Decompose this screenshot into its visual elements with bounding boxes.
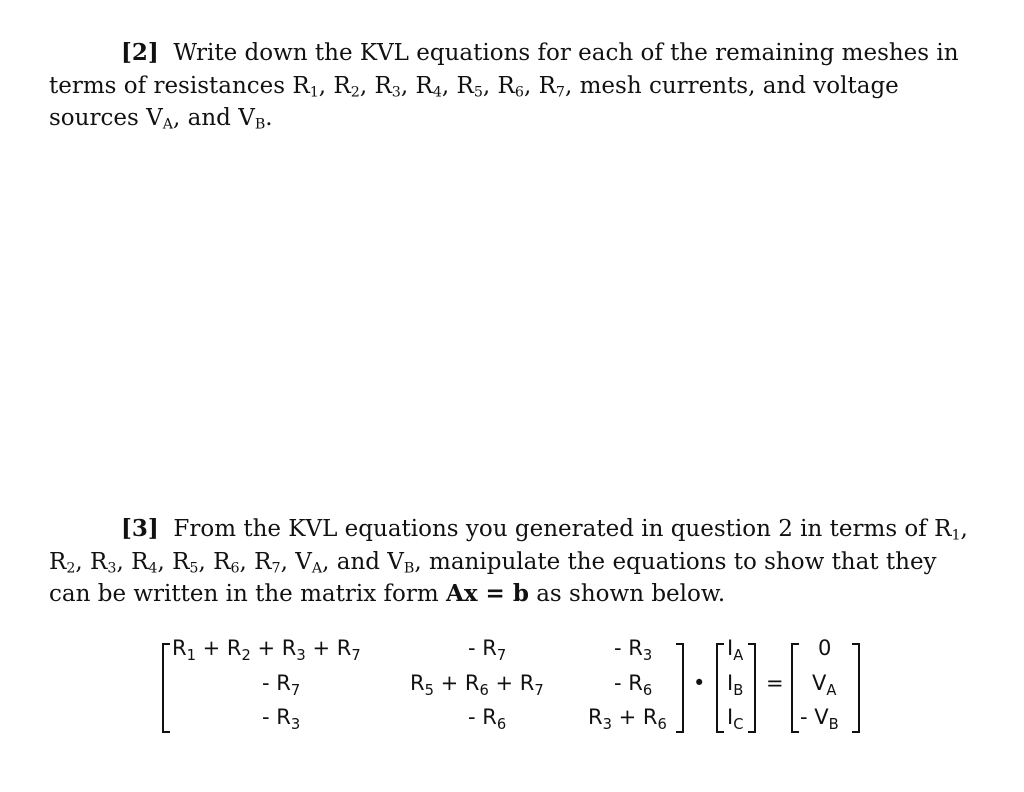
question-3: [3] From the KVL equations you generated in question 2 in terms of $R_1$, $R_2$, $R_3$, $R_4$, $R_5$, $R_6$, $R_7$, $V_A$, and $V_B$, manipulate the equations to show that they can be written in the matrix form Ax = b as shown below. [49, 515, 968, 607]
question-3-text-c: as shown below. [536, 581, 726, 607]
question-2-text-b: mesh currents, and voltage sources [49, 72, 899, 131]
source-vb: $V_B$ [238, 105, 266, 133]
matrix-a-cell: $R_1 + R_2 + R_3 + R_7$ [172, 636, 361, 665]
equals-sign: = [766, 671, 784, 695]
matrix-a-cell: - $R_7$ [262, 671, 301, 700]
matrix-a-right-bracket [676, 643, 684, 733]
matrix-form: Ax = b [445, 580, 529, 607]
resistor-r6: $R_6$ [497, 72, 524, 101]
source-va: $V_A$ [146, 105, 173, 133]
matrix-a-cell: - $R_3$ [614, 636, 653, 665]
current-ic: $I_C$ [727, 705, 744, 734]
matrix-a-cell: $R_3 + R_6$ [588, 705, 667, 734]
question-2-label: [2] [121, 39, 159, 66]
resistor-r2: $R_2$ [333, 72, 360, 101]
vector-b-left-bracket [791, 643, 799, 733]
matrix-a-cell: - $R_6$ [614, 671, 653, 700]
question-3-label: [3] [121, 515, 159, 542]
resistor-r1: $R_1$ [292, 72, 319, 101]
resistor-list-2: $R_1$, $R_2$, $R_3$, $R_4$, $R_5$, $R_6$, $R_7$, $V_A$, [49, 516, 968, 577]
matrix-a-cell: $R_5 + R_6 + R_7$ [410, 671, 544, 700]
vector-b-right-bracket [852, 643, 860, 733]
vector-b-zero: 0 [818, 636, 832, 660]
question-2-text-a: Write down the KVL equations for each of the remaining meshes in terms of resistances [49, 40, 959, 99]
matrix-a-cell: - $R_3$ [262, 705, 301, 734]
vector-b-neg-vb: - $V_B$ [800, 705, 839, 734]
resistor-r7: $R_7$ [538, 72, 565, 101]
question-3-text-b: manipulate the equations to show that they can be written in the matrix form [49, 548, 937, 607]
matrix-a-left-bracket [162, 643, 170, 733]
resistor-r3: $R_3$ [374, 72, 401, 101]
resistor-r5: $R_5$ [456, 72, 483, 101]
current-ib: $I_B$ [727, 671, 744, 700]
resistor-r4: $R_4$ [415, 72, 442, 101]
resistor-list: $R_1$, $R_2$, $R_3$, $R_4$, $R_5$, $R_6$, $R_7$, [292, 72, 580, 101]
multiply-dot: • [693, 671, 706, 695]
question-2: [2] Write down the KVL equations for each of the remaining meshes in terms of resistances $R_1$, $R_2$, $R_3$, $R_4$, $R_5$, $R_6$, $R_7$, mesh currents, and voltage sources $V_A$, and $V_B$. [49, 39, 959, 133]
question-2-text-c: and [187, 105, 231, 131]
matrix-a-cell: - $R_7$ [468, 636, 507, 665]
vector-x-right-bracket [748, 643, 756, 733]
matrix-a-cell: - $R_6$ [468, 705, 507, 734]
vector-b-va: $V_A$ [812, 671, 837, 700]
question-3-text-a: From the KVL equations you generated in question 2 in terms of [173, 516, 927, 542]
current-ia: $I_A$ [727, 636, 744, 665]
vector-x-left-bracket [716, 643, 724, 733]
